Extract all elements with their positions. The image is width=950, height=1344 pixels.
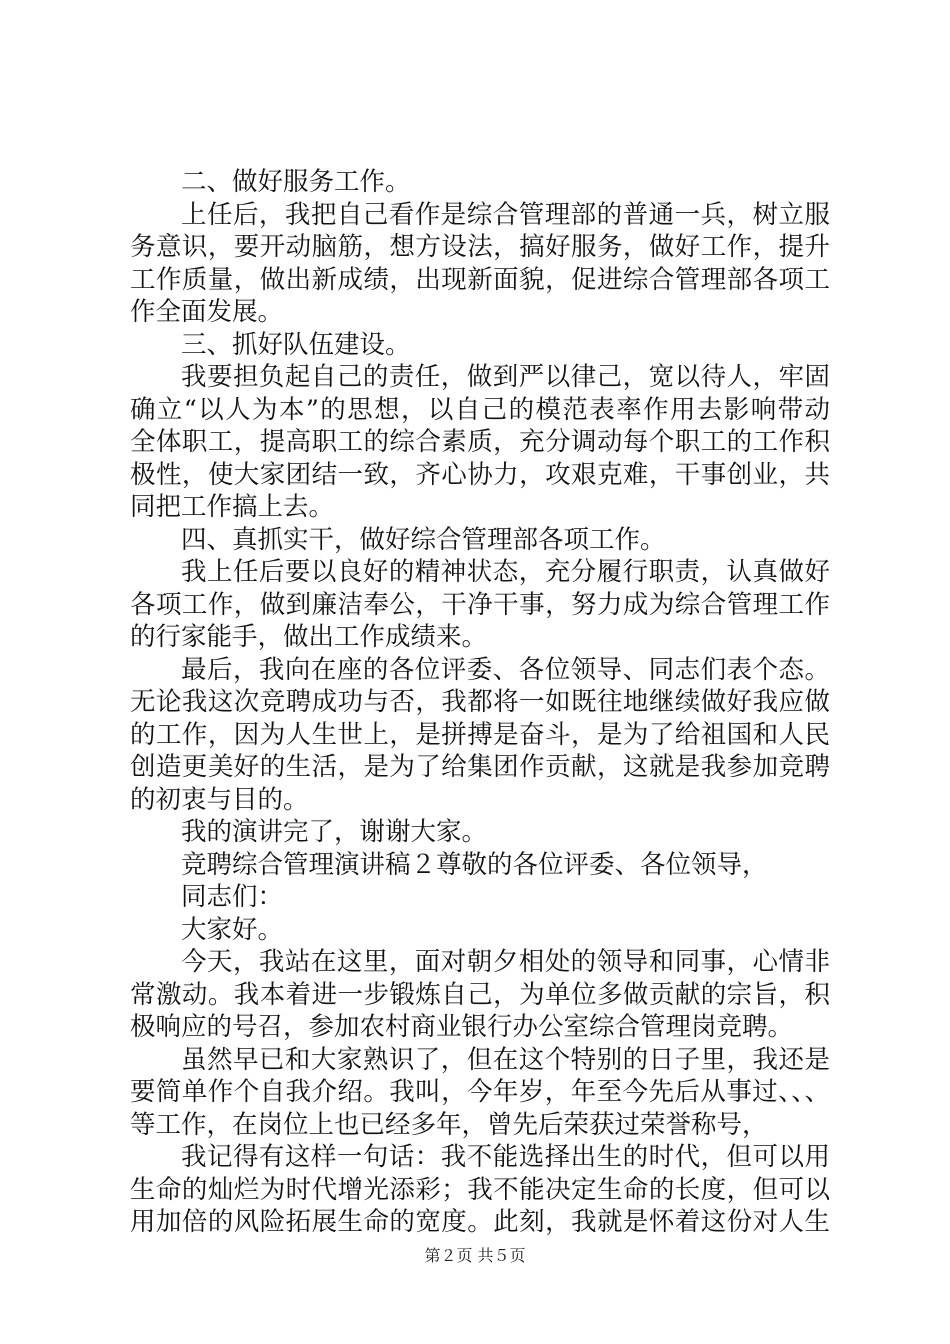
- paragraph-line: 作全面发展。: [130, 297, 284, 327]
- paragraph-line: 同把工作搞上去。: [130, 492, 335, 522]
- paragraph-line: 无论我这次竞聘成功与否，我都将一如既往地继续做好我应做: [130, 687, 830, 717]
- paragraph-line: 确立“以人为本”的思想，以自己的模范表率作用去影响带动: [130, 394, 830, 425]
- greeting: 大家好。: [181, 914, 284, 945]
- paragraph-line: 虽然早已和大家熟识了，但在这个特别的日子里，我还是: [181, 1044, 830, 1075]
- paragraph-line: 务意识，要开动脑筋，想方设法，搞好服务，做好工作，提升: [130, 232, 830, 262]
- paragraph-line: 常激动。我本着进一步锻炼自己，为单位多做贡献的宗旨，积: [130, 979, 830, 1010]
- section-heading: 四、真抓实干，做好综合管理部各项工作。: [181, 524, 666, 555]
- paragraph-line: 我上任后要以良好的精神状态，充分履行职责，认真做好: [181, 557, 830, 587]
- paragraph-line: 极响应的号召，参加农村商业银行办公室综合管理岗竞聘。: [130, 1012, 794, 1042]
- paragraph-line: 上任后，我把自己看作是综合管理部的普通一兵，树立服: [181, 199, 830, 230]
- section-heading: 二、做好服务工作。: [181, 167, 411, 197]
- paragraph-line: 等工作，在岗位上也已经多年，曾先后荣获过荣誉称号，: [130, 1109, 768, 1140]
- paragraph-line: 最后，我向在座的各位评委、各位领导、同志们表个态。: [181, 654, 830, 685]
- paragraph-line: 我要担负起自己的责任，做到严以律己，宽以待人，牢固: [181, 362, 830, 392]
- paragraph-line: 创造更美好的生活，是为了给集团作贡献，这就是我参加竞聘: [130, 752, 830, 782]
- paragraph-line: 各项工作，做到廉洁奉公，干净干事，努力成为综合管理工作: [130, 589, 830, 620]
- paragraph-line: 全体职工，提高职工的综合素质，充分调动每个职工的工作积: [130, 427, 830, 457]
- paragraph-line: 要简单作个自我介绍。我叫，今年岁，年至今先后从事过、、、: [130, 1077, 830, 1107]
- page-number-footer: 第２页 共５页: [424, 1246, 526, 1265]
- document-body: [130, 166, 830, 1239]
- paragraph-line: 极性，使大家团结一致，齐心协力，攻艰克难，干事创业，共: [130, 459, 830, 490]
- paragraph-line: 用加倍的风险拓展生命的宽度。此刻，我就是怀着这份对人生: [130, 1207, 830, 1237]
- paragraph-line: 我记得有这样一句话：我不能选择出生的时代，但可以用: [181, 1142, 830, 1172]
- paragraph-line: 的行家能手，做出工作成绩来。: [130, 622, 488, 652]
- paragraph-line: 今天，我站在这里，面对朝夕相处的领导和同事，心情非: [181, 947, 830, 977]
- paragraph-line: 我的演讲完了，谢谢大家。: [181, 817, 488, 847]
- paragraph-line: 工作质量，做出新成绩，出现新面貌，促进综合管理部各项工: [130, 264, 830, 295]
- speech-title: 竞聘综合管理演讲稿２尊敬的各位评委、各位领导，: [181, 849, 768, 880]
- salutation: 同志们：: [181, 882, 284, 912]
- paragraph-line: 的初衷与目的。: [130, 784, 309, 815]
- section-heading: 三、抓好队伍建设。: [181, 329, 411, 360]
- paragraph-line: 的工作，因为人生世上，是拼搏是奋斗，是为了给祖国和人民: [130, 719, 830, 750]
- paragraph-line: 生命的灿烂为时代增光添彩；我不能决定生命的长度，但可以: [130, 1174, 830, 1205]
